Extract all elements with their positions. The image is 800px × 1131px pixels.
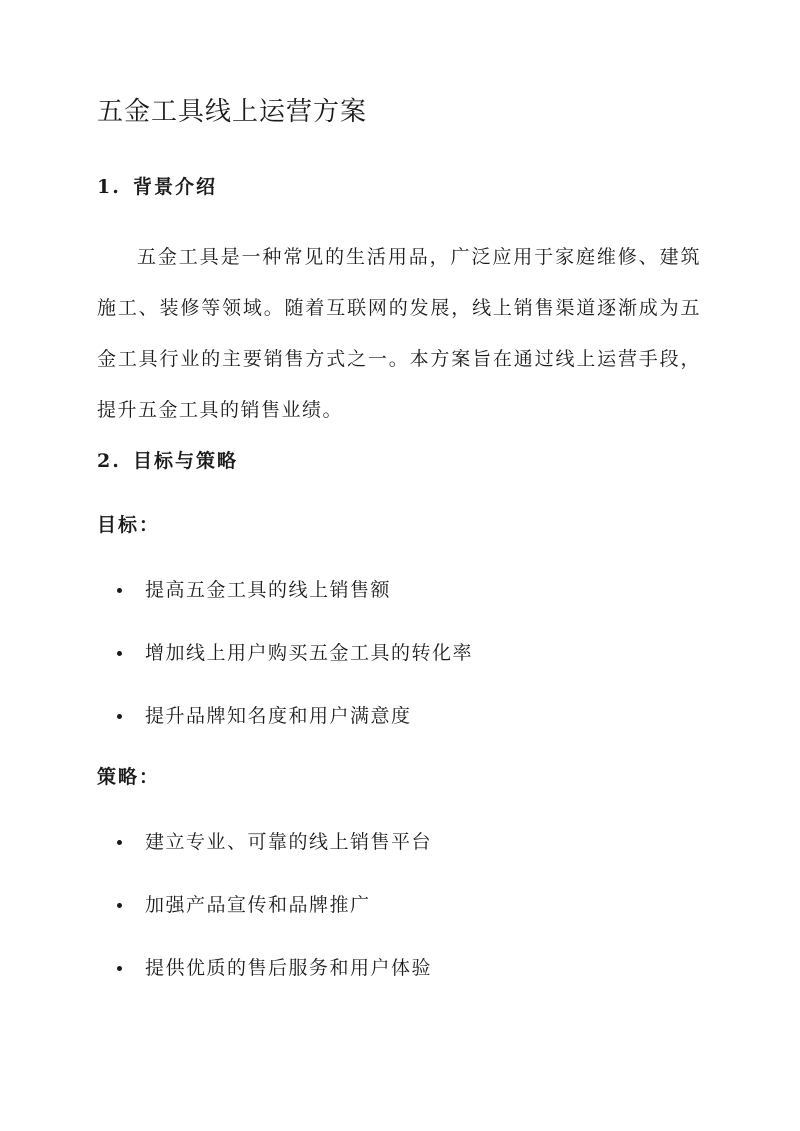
- list-item: [117, 953, 432, 1016]
- background-paragraph: 五金工具是一种常见的生活用品，广泛应用于家庭维修、建筑施工、装修等领域。随着互联网的发展，线上销售渠道逐渐成为五金工具行业的主要销售方式之一。本方案旨在通过线上运营手段，提升五金工具的销售业绩。: [97, 246, 701, 421]
- section-heading-goals-strategy: [97, 446, 238, 476]
- goals-label: 目标：: [97, 514, 161, 536]
- section-number: 1.: [97, 176, 121, 198]
- section-title: 目标与策略: [133, 450, 239, 472]
- section-number: 2.: [97, 450, 121, 472]
- section-title: 背景介绍: [133, 176, 218, 198]
- document-title: 五金工具线上运营方案: [97, 97, 368, 127]
- list-item-text: 建立专业、可靠的线上销售平台: [145, 831, 433, 853]
- section-heading-background: [97, 172, 217, 202]
- strategies-label: 策略：: [97, 766, 161, 788]
- list-item-text: 增加线上用户购买五金工具的转化率: [145, 642, 474, 664]
- bullet-icon: [117, 903, 122, 908]
- goals-list: [117, 575, 473, 764]
- list-item: [117, 701, 473, 764]
- list-item-text: 提供优质的售后服务和用户体验: [145, 957, 433, 979]
- bullet-icon: [117, 966, 122, 971]
- list-item: [117, 827, 432, 890]
- list-item-text: 提升品牌知名度和用户满意度: [145, 705, 412, 727]
- list-item-text: 提高五金工具的线上销售额: [145, 579, 392, 601]
- bullet-icon: [117, 714, 122, 719]
- bullet-icon: [117, 840, 122, 845]
- list-item: [117, 575, 473, 638]
- bullet-icon: [117, 588, 122, 593]
- list-item-text: 加强产品宣传和品牌推广: [145, 894, 371, 916]
- bullet-icon: [117, 651, 122, 656]
- strategies-list: [117, 827, 432, 1016]
- list-item: [117, 638, 473, 701]
- list-item: [117, 890, 432, 953]
